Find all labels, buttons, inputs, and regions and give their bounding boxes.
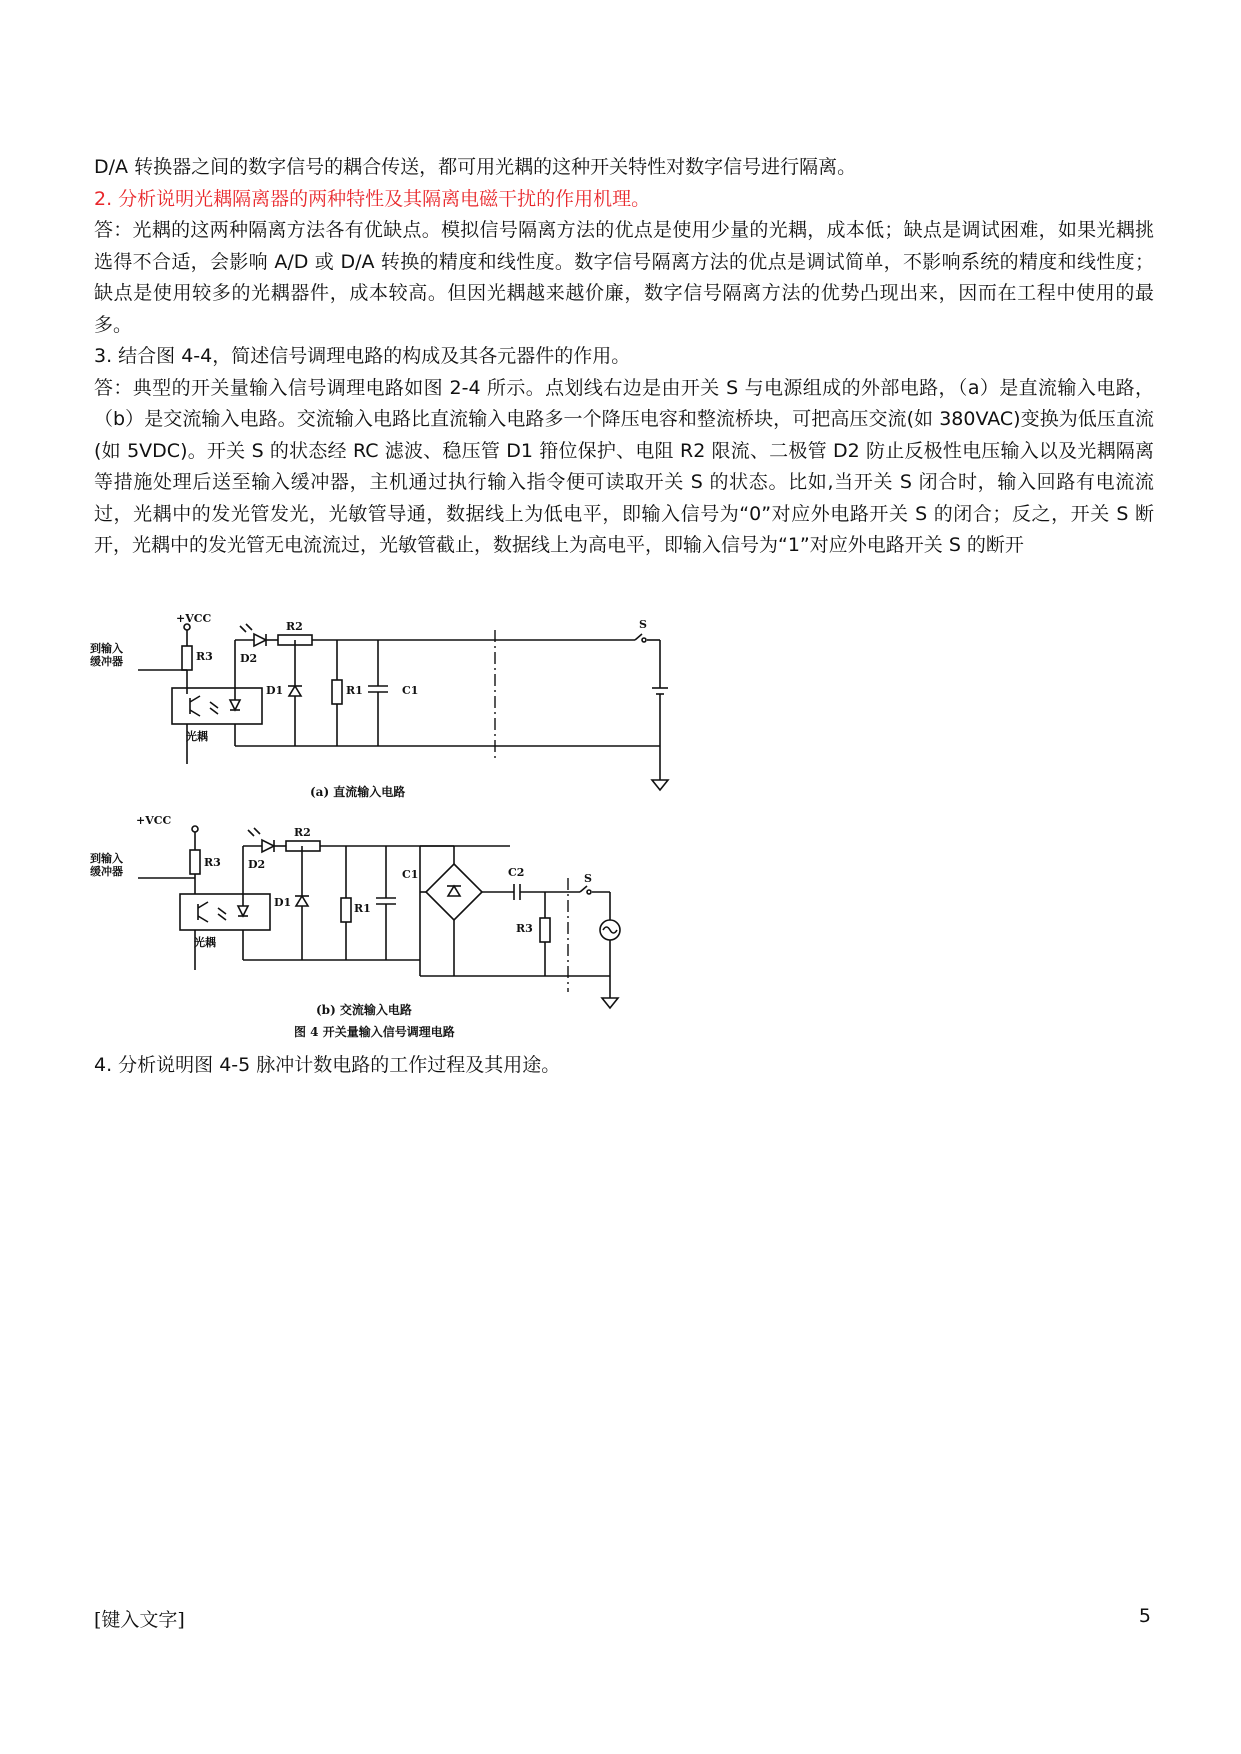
label-d1: D1	[266, 684, 284, 697]
caption-b: (b) 交流输入电路	[316, 1003, 412, 1017]
body-text-bottom	[94, 1050, 1154, 1082]
figure-caption: 图 4 开关量输入信号调理电路	[294, 1025, 455, 1039]
answer-3: 答：典型的开关量输入信号调理电路如图 2-4 所示。点划线右边是由开关 S 与电源组成的外部电路，（a）是直流输入电路，（b）是交流输入电路。交流输入电路比直流输入电路多一个降压电容和整流桥块，可把高压交流(如 380VAC)变换为低压直流(如 5VDC)。开关 S 的状态经 RC 滤波、稳压管 D1 箝位保护、电阻 R2 限流、二极管 D2 防止反极性电压输入以及光耦隔离等措施处理后送至输入缓冲器，主机通过执行输入指令便可读取开关 S 的状态。比如,当开关 S 闭合时，输入回路有电流流过，光耦中的发光管发光，光敏管导通，数据线上为低电平，即输入信号为“0”对应外电路开关 S 的闭合；反之，开关 S 断开，光耦中的发光管无电流流过，光敏管截止，数据线上为高电平，即输入信号为“1”对应外电路开关 S 的断开	[94, 376, 1154, 556]
label-c1: C1	[402, 684, 419, 697]
dc-circuit-diagram	[90, 610, 730, 810]
page-number: 5	[1138, 1605, 1151, 1627]
answer-2: 答：光耦的这两种隔离方法各有优缺点。模拟信号隔离方法的优点是使用少量的光耦，成本低；缺点是调试困难，如果光耦挑选得不合适，会影响 A/D 或 D/A 转换的精度和线性度。数字信号隔离方法的优点是调试简单，不影响系统的精度和线性度；缺点是使用较多的光耦器件，成本较高。但因光耦越来越价廉，数字信号隔离方法的优势凸现出来，因而在工程中使用的最多。	[94, 219, 1154, 336]
caption-a: (a) 直流输入电路	[310, 785, 406, 799]
label-r1-b: R1	[354, 902, 371, 915]
label-buffer-b-2: 缓冲器	[90, 865, 123, 878]
figure-a-dc-circuit	[90, 610, 730, 810]
label-d1-b: D1	[274, 896, 292, 909]
footer-placeholder-text: [键入文字]	[94, 1609, 185, 1631]
body-text-top	[94, 152, 1154, 562]
label-r2: R2	[286, 620, 303, 633]
label-d2-b: D2	[248, 858, 266, 871]
label-vcc-b: +VCC	[136, 814, 172, 827]
question-4: 4. 分析说明图 4-5 脉冲计数电路的工作过程及其用途。	[94, 1054, 561, 1076]
ac-circuit-diagram	[90, 808, 730, 1040]
figure-b-ac-circuit	[90, 808, 730, 1040]
question-2: 2. 分析说明光耦隔离器的两种特性及其隔离电磁干扰的作用机理。	[94, 187, 651, 210]
label-c2-b: C2	[508, 866, 525, 879]
label-buffer-1: 到输入	[90, 642, 123, 655]
label-r3b-b: R3	[516, 922, 533, 935]
label-optocoupler-b: 光耦	[194, 936, 216, 949]
label-vcc: +VCC	[176, 612, 212, 625]
label-c1-b: C1	[402, 868, 419, 881]
label-r1: R1	[346, 684, 363, 697]
question-3: 3. 结合图 4-4，简述信号调理电路的构成及其各元器件的作用。	[94, 345, 631, 367]
label-r2-b: R2	[294, 826, 311, 839]
label-s-b: S	[584, 872, 592, 885]
label-r3: R3	[196, 650, 213, 663]
label-buffer-b-1: 到输入	[90, 852, 123, 865]
label-s: S	[639, 618, 647, 631]
label-r3-b: R3	[204, 856, 221, 869]
paragraph-1: D/A 转换器之间的数字信号的耦合传送，都可用光耦的这种开关特性对数字信号进行隔离。	[94, 156, 857, 178]
label-buffer-2: 缓冲器	[90, 655, 123, 668]
label-d2: D2	[240, 652, 258, 665]
label-optocoupler: 光耦	[186, 730, 208, 743]
